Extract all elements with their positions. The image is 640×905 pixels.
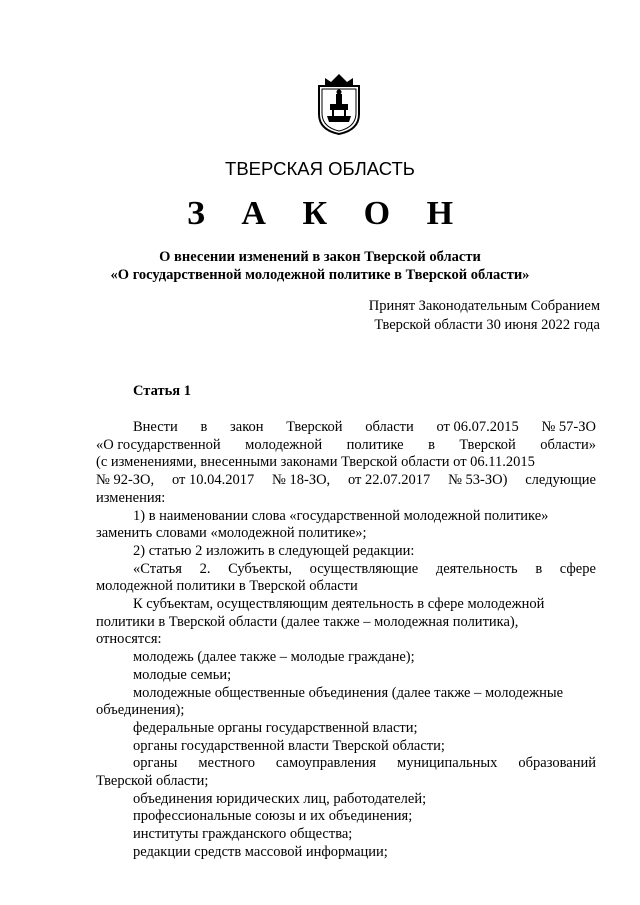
body-line [96,738,596,756]
body-word: следующие [525,472,596,489]
body-word: осуществляющие [309,560,419,577]
body-word: политике [346,436,404,453]
body-word: местного [198,755,255,772]
body-line [96,826,596,844]
article-heading: Статья 1 [133,383,191,399]
body-line [96,614,596,632]
body-word: политики в Тверской области (далее также – молодежная политика), [96,613,519,630]
body-word: «Статья [133,560,182,577]
adoption-line: Тверской области 30 июня 2022 года [374,317,600,333]
body-word: профессиональные союзы и их объединения; [133,808,413,825]
body-word: редакции средств массовой информации; [133,843,388,860]
law-title-line: «О государственной молодежной политике в Тверской области» [110,267,530,283]
body-word: Тверской [286,419,343,435]
body-word: сфере [559,560,596,577]
body-line [96,508,596,526]
body-word: самоуправления [275,755,377,772]
body-word: закон [230,419,264,435]
body-word: от 06.07.2015 [436,419,519,435]
body-word: в [200,419,208,435]
body-line [96,578,596,596]
body-line [96,844,596,862]
body-word: молодежной [245,436,323,453]
body-line [96,702,596,720]
body-line [96,596,596,614]
body-line [96,685,596,703]
body-line [96,454,596,472]
document-type: З А К О Н [186,195,468,232]
body-line [96,808,596,826]
body-word: образований [518,755,596,772]
body-word: молодежные общественные объединения (далее также – молодежные [133,684,564,701]
body-line [96,791,596,809]
body-line [96,525,596,543]
body-word: объединения); [96,702,185,719]
body-word: относятся: [96,631,162,648]
body-word: изменения: [96,489,166,506]
body-word: № 92-ЗО, [96,472,155,489]
body-line [96,419,596,437]
body-word: № 53-ЗО) [448,472,508,489]
body-line [96,437,596,455]
body-line [96,490,596,508]
body-line [96,667,596,685]
body-word: федеральные органы государственной власти; [133,719,418,736]
body-word: Субъекты, [228,560,292,577]
body-line [96,649,596,667]
body-word: № 18-ЗО, [272,472,331,489]
body-word: от 22.07.2017 [347,472,431,489]
body-line [96,720,596,738]
body-word: объединения юридических лиц, работодателей; [133,790,427,807]
adoption-line: Принят Законодательным Собранием [368,298,600,314]
body-word: в [428,436,435,453]
body-line [96,543,596,561]
body-word: от 10.04.2017 [171,472,255,489]
body-word: К субъектам, осуществляющим деятельность в сфере молодежной [133,596,545,613]
body-word: Тверской [459,436,516,453]
body-word: 2) статью 2 изложить в следующей редакции: [133,542,415,559]
body-word: 2. [199,560,211,577]
law-title-line: О внесении изменений в закон Тверской области [159,249,481,265]
body-word: молодые семьи; [133,666,232,683]
body-line [96,561,596,579]
body-line [96,773,596,791]
body-word: 1) в наименовании слова «государственной молодежной политике» [133,507,549,524]
body-line [96,472,596,490]
body-word: молодежной политики в Тверской области [96,578,358,595]
body-word: в [535,560,543,577]
body-word: области» [540,436,596,453]
body-line [96,631,596,649]
adoption-note [369,297,600,335]
body-word: органы [133,755,178,772]
body-line [96,755,596,773]
region-name: ТВЕРСКАЯ ОБЛАСТЬ [225,158,415,179]
body-word: органы государственной власти Тверской области; [133,737,445,754]
body-word: заменить словами «молодежной политике»; [96,525,367,542]
body-word: молодежь (далее также – молодые граждане); [133,649,415,666]
body-word: № 57-ЗО [541,419,596,435]
body-word: Внести [133,419,178,435]
coat-of-arms-icon [315,72,363,136]
body-word: институты гражданского общества; [133,826,353,843]
body-word: деятельность [435,560,518,577]
body-word: Тверской области; [96,773,209,790]
law-title [0,248,640,284]
body-word: области [365,419,414,435]
body-word: «О государственной [96,436,221,453]
body-word: муниципальных [397,755,498,772]
article-body [96,419,596,862]
body-word: (с изменениями, внесенными законами Тверской области от 06.11.2015 [96,454,535,471]
